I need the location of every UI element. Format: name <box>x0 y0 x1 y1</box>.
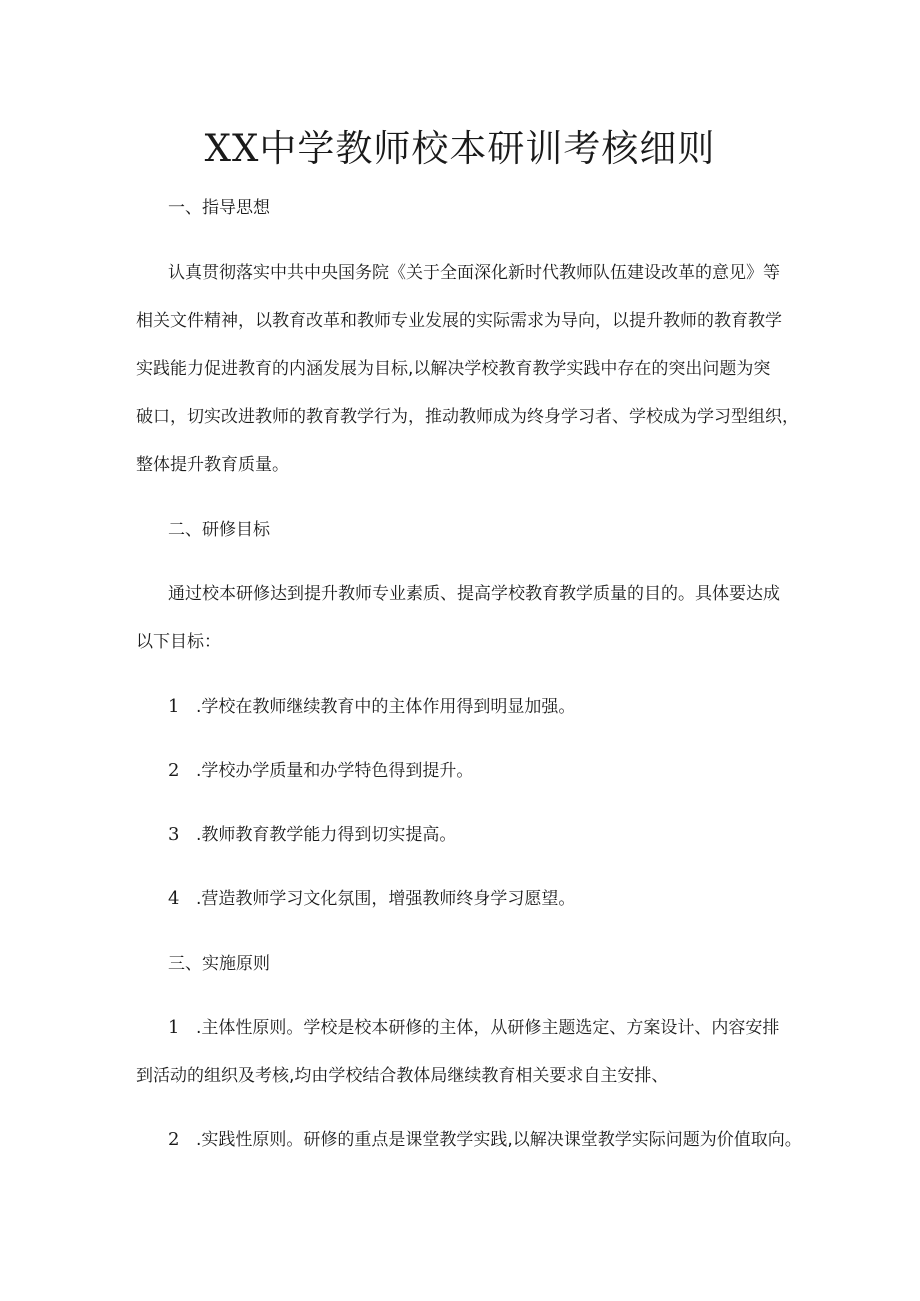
goal-number: 3 <box>168 824 180 845</box>
goal-item <box>168 695 575 719</box>
paragraph-line: 破口，切实改进教师的教育教学行为，推动教师成为终身学习者、学校成为学习型组织， <box>136 407 799 427</box>
goal-number: 1 <box>168 696 180 717</box>
section-heading-training-goals: 二、研修目标 <box>168 520 270 540</box>
principle-item <box>168 1128 802 1152</box>
principle-item <box>168 1016 779 1040</box>
document-title: XX中学教师校本研训考核细则 <box>204 127 716 170</box>
paragraph-line: 通过校本研修达到提升教师专业素质、提高学校教育教学质量的目的。具体要达成 <box>168 584 780 604</box>
goal-text: .学校在教师继续教育中的主体作用得到明显加强。 <box>196 697 576 717</box>
principle-number: 1 <box>168 1017 180 1038</box>
goal-text: .营造教师学习文化氛围，增强教师终身学习愿望。 <box>196 889 576 909</box>
principle-text: .主体性原则。学校是校本研修的主体，从研修主题选定、方案设计、内容安排 <box>196 1018 780 1038</box>
paragraph-line: 到活动的组织及考核,均由学校结合教体局继续教育相关要求自主安排、 <box>136 1066 669 1086</box>
section-heading-principles: 三、实施原则 <box>168 954 270 974</box>
goal-number: 4 <box>168 888 180 909</box>
principle-text: .实践性原则。研修的重点是课堂教学实践,以解决课堂教学实际问题为价值取向。 <box>196 1130 802 1150</box>
goal-number: 2 <box>168 760 180 781</box>
paragraph-line: 实践能力促进教育的内涵发展为目标,以解决学校教育教学实践中存在的突出问题为突 <box>136 359 771 379</box>
goal-text: .学校办学质量和办学特色得到提升。 <box>196 761 474 781</box>
paragraph-line: 相关文件精神，以教育改革和教师专业发展的实际需求为导向，以提升教师的教育教学 <box>136 311 782 331</box>
goal-item <box>168 887 575 911</box>
paragraph-line: 整体提升教育质量。 <box>136 455 289 475</box>
principle-number: 2 <box>168 1129 180 1150</box>
goal-item <box>168 823 456 847</box>
goal-text: .教师教育教学能力得到切实提高。 <box>196 825 457 845</box>
section-heading-guiding-ideology: 一、指导思想 <box>168 198 270 218</box>
paragraph-line: 认真贯彻落实中共中央国务院《关于全面深化新时代教师队伍建设改革的意见》等 <box>168 263 780 283</box>
paragraph-line: 以下目标： <box>136 632 221 652</box>
goal-item <box>168 759 473 783</box>
